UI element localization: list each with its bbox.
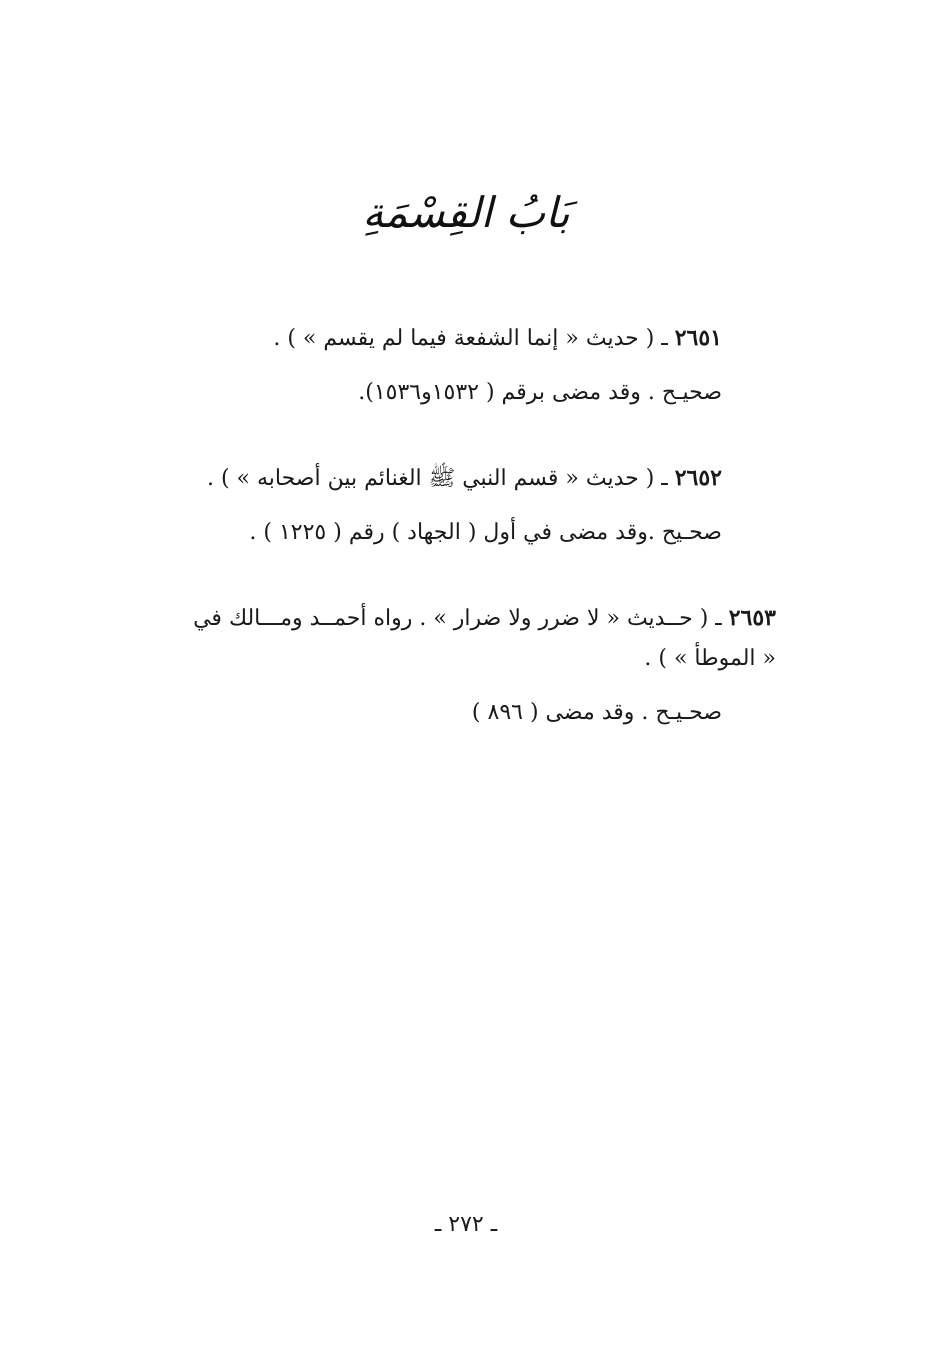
entry-text: ـ ( حديث « إنما الشفعة فيما لم يقسم » ) . [273,326,675,351]
entry-text: ـ ( حديث « قسم النبي ﷺ الغنائم بين أصحابه » ) . [206,466,675,491]
entry-grade: صحـيح .وقد مضى في أول ( الجهاد ) رقم ( ١٢٢٥ ) . [249,520,722,545]
hadith-entry [102,318,722,413]
entry-text-line [102,318,722,359]
hadith-entry [102,458,722,553]
entry-grade: صحـيـح . وقد مضى ( ٨٩٦ ) [471,700,722,725]
entry-number: ٢٦٥٢ [674,465,722,491]
entry-text-line [102,458,722,499]
entry-number: ٢٦٥١ [674,325,722,351]
entry-text: ـ ( حــديث « لا ضرر ولا ضرار » . رواه أحمــد ومـــالك في [193,606,729,631]
hadith-entry [96,598,776,733]
entry-text-continuation: « الموطأ » ) . [644,646,776,671]
entry-number: ٢٦٥٣ [728,605,776,631]
entry-text-line [96,598,776,639]
entry-grade: صحيـح . وقد مضى برقم ( ١٥٣٢و١٥٣٦). [358,380,722,405]
page-number: ـ ٢٧٢ ـ [434,1212,498,1237]
chapter-title: بَابُ القِسْمَةِ [362,188,570,237]
